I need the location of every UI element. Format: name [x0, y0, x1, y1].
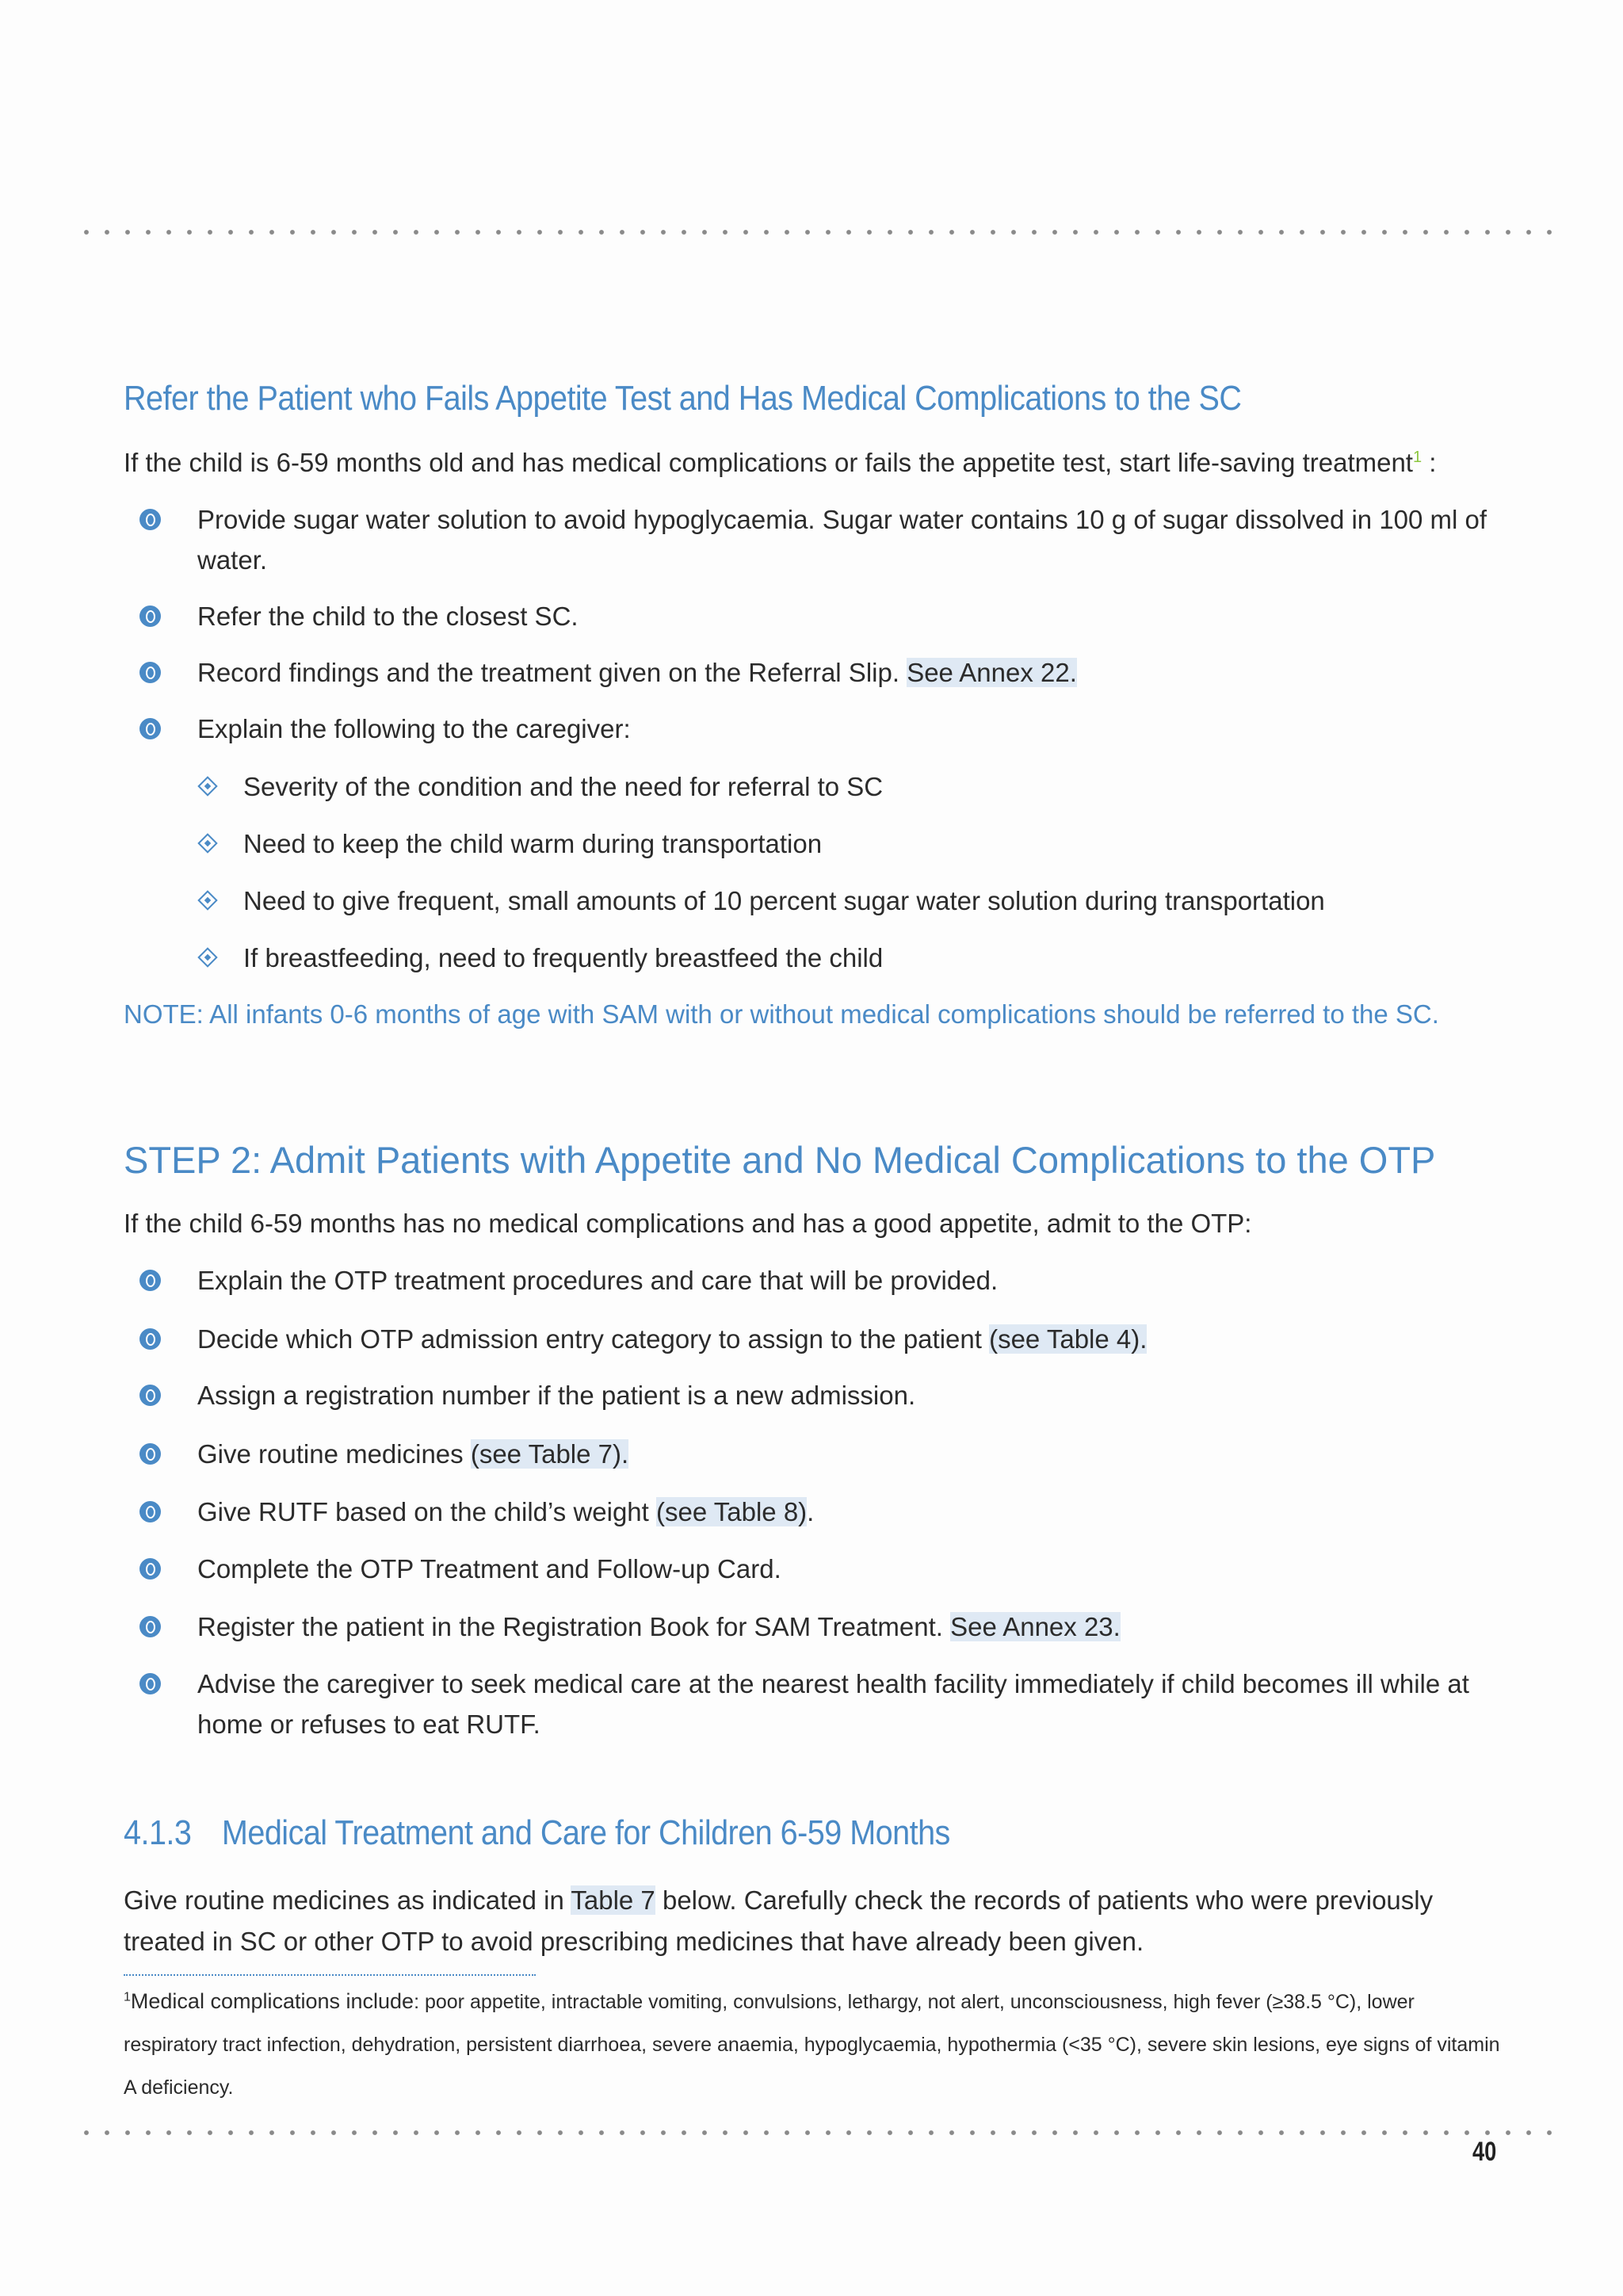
- list-item-text: Register the patient in the Registration Book for SAM Treatment.: [197, 1612, 951, 1641]
- footnote-text: : poor appetite, intractable vomiting, convulsions, lethargy, not alert, unconsciousness, high fever (≥38.5 °C), lower respiratory tract infection, dehydration, persistent diarrhoea, severe anaemia, hypoglycaemia, hypothermia (<35 °C), severe skin lesions, eye signs of vitamin A deficiency.: [124, 1991, 1500, 2099]
- table-7-reference-link[interactable]: Table 7: [571, 1885, 655, 1915]
- circle-bullet-icon: [139, 1385, 161, 1406]
- table-8-link[interactable]: (see Table 8): [656, 1497, 808, 1526]
- section-413-text-before: Give routine medicines as indicated in: [124, 1885, 571, 1915]
- caregiver-sub-list: [197, 766, 1497, 978]
- sub-list-item-text: Need to give frequent, small amounts of 10 percent sugar water solution during transportation: [243, 886, 1325, 915]
- list-item: [124, 1260, 1503, 1301]
- list-item-text: Give RUTF based on the child’s weight: [197, 1497, 656, 1526]
- list-item: [124, 1492, 1503, 1532]
- circle-bullet-icon: [139, 1501, 161, 1522]
- footnote: [124, 1980, 1503, 2109]
- footnote-lead: Medical complications include: [130, 1989, 414, 2013]
- list-item-text: Provide sugar water solution to avoid hypoglycaemia. Sugar water contains 10 g of sugar dissolved in 100 ml of water.: [197, 505, 1487, 575]
- refer-heading: Refer the Patient who Fails Appetite Test and Has Medical Complications to the SC: [124, 379, 1242, 418]
- list-item-text: Record findings and the treatment given on the Referral Slip.: [197, 658, 907, 687]
- section-413-text-after: below. Carefully check the records of patients who were previously treated in SC or other OTP to avoid prescribing medicines that have already been given.: [124, 1885, 1434, 1956]
- list-item: [124, 499, 1503, 580]
- list-item-text: Assign a registration number if the patient is a new admission.: [197, 1381, 916, 1410]
- list-item: [124, 652, 1503, 693]
- table-7-link[interactable]: (see Table 7).: [470, 1439, 629, 1469]
- list-item-text: Advise the caregiver to seek medical care at the nearest health facility immediately if child becomes ill while at home or refuses to eat RUTF.: [197, 1669, 1469, 1739]
- sub-list-item-text: Severity of the condition and the need for referral to SC: [243, 772, 884, 801]
- list-item: [124, 596, 1503, 636]
- circle-bullet-icon: [139, 606, 161, 627]
- circle-bullet-icon: [139, 662, 161, 683]
- annex-23-link[interactable]: See Annex 23.: [950, 1612, 1121, 1641]
- footnote-divider: [124, 1974, 536, 1976]
- list-item-text: Explain the following to the caregiver:: [197, 714, 631, 743]
- sub-list-item: [197, 823, 1497, 864]
- step2-intro: If the child 6-59 months has no medical complications and has a good appetite, admit to the OTP:: [124, 1209, 1252, 1238]
- top-dotted-divider: [76, 229, 1552, 235]
- sub-list-item-text: If breastfeeding, need to frequently breastfeed the child: [243, 943, 884, 972]
- circle-bullet-icon: [139, 1558, 161, 1580]
- diamond-bullet-icon: [197, 833, 217, 853]
- list-item-text: Decide which OTP admission entry category to assign to the patient: [197, 1324, 990, 1354]
- list-item-text: Give routine medicines: [197, 1439, 471, 1469]
- section-413-heading: 4.1.3 Medical Treatment and Care for Children 6-59 Months: [124, 1813, 950, 1852]
- circle-bullet-icon: [139, 1328, 161, 1350]
- sub-list-item: [197, 938, 1497, 978]
- refer-intro-text: If the child is 6-59 months old and has medical complications or fails the appetite test, start life-saving treatment: [124, 448, 1413, 477]
- list-item: [124, 1319, 1503, 1359]
- diamond-bullet-icon: [197, 890, 217, 910]
- circle-bullet-icon: [139, 718, 161, 739]
- circle-bullet-icon: [139, 1673, 161, 1694]
- sub-list-item: [197, 766, 1497, 807]
- step2-bullet-list: [124, 1260, 1503, 1744]
- list-item: [124, 1549, 1503, 1589]
- bottom-dotted-divider: [76, 2130, 1552, 2136]
- sub-list-item: [197, 881, 1497, 921]
- diamond-bullet-icon: [197, 947, 217, 967]
- sub-list-item-text: Need to keep the child warm during transportation: [243, 829, 823, 858]
- list-item-text: Explain the OTP treatment procedures and care that will be provided.: [197, 1266, 999, 1295]
- diamond-bullet-icon: [197, 776, 217, 796]
- step2-heading: STEP 2: Admit Patients with Appetite and No Medical Complications to the OTP: [124, 1139, 1436, 1181]
- circle-bullet-icon: [139, 1270, 161, 1291]
- list-item: [124, 1375, 1503, 1415]
- circle-bullet-icon: [139, 1443, 161, 1465]
- refer-intro: [124, 442, 1503, 483]
- annex-22-link[interactable]: See Annex 22.: [907, 658, 1077, 687]
- refer-bullet-list: [124, 499, 1503, 749]
- list-item: [124, 709, 1503, 749]
- page-number: 40: [1472, 2137, 1497, 2167]
- refer-intro-tail: :: [1422, 448, 1437, 477]
- list-item: [124, 1664, 1503, 1744]
- list-item-text: Complete the OTP Treatment and Follow-up Card.: [197, 1554, 781, 1584]
- circle-bullet-icon: [139, 509, 161, 530]
- list-item-tail: .: [807, 1497, 815, 1526]
- list-item: [124, 1606, 1503, 1647]
- circle-bullet-icon: [139, 1616, 161, 1637]
- list-item-text: Refer the child to the closest SC.: [197, 602, 579, 631]
- section-413-paragraph: [124, 1880, 1503, 1962]
- footnote-marker[interactable]: 1: [1412, 449, 1423, 466]
- referral-note: NOTE: All infants 0-6 months of age with SAM with or without medical complications should be referred to the SC.: [124, 999, 1439, 1029]
- footnote-number: 1: [124, 1990, 131, 2004]
- table-4-link[interactable]: (see Table 4).: [989, 1324, 1148, 1354]
- list-item: [124, 1434, 1503, 1474]
